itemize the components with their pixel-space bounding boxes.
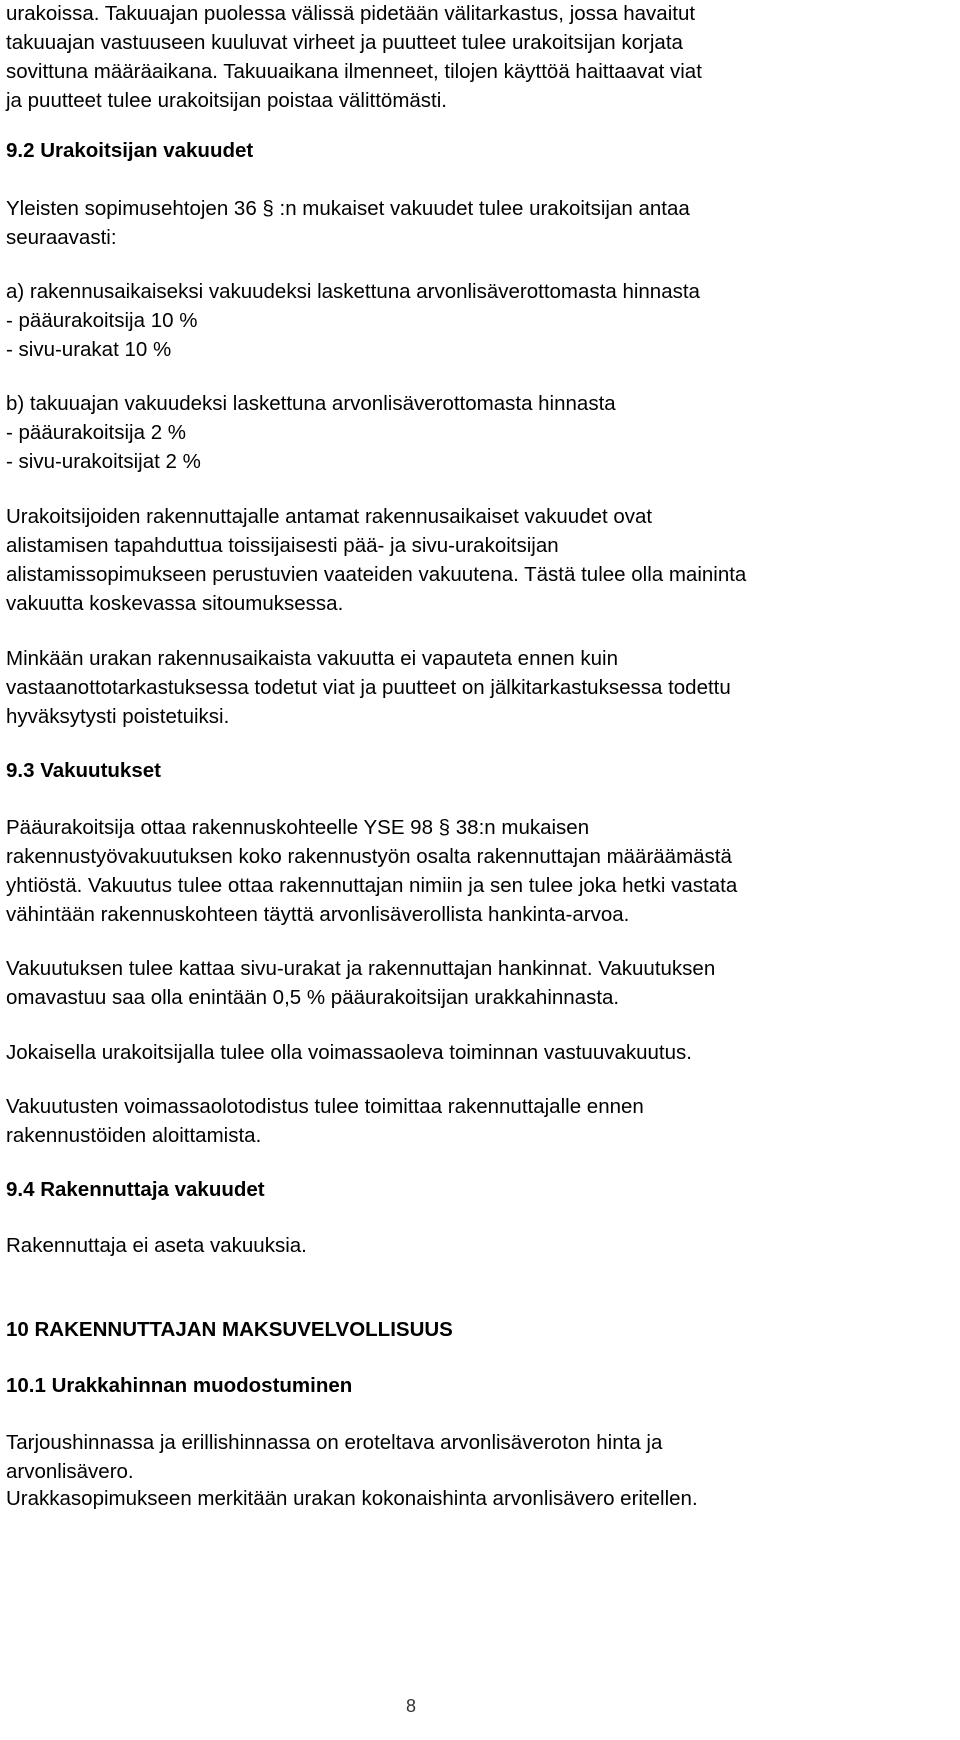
paragraph-line: alistamisen tapahduttua toissijaisesti pää- ja sivu-urakoitsijan	[6, 534, 559, 557]
list-item: - sivu-urakoitsijat 2 %	[6, 450, 201, 473]
list-item: - pääurakoitsija 10 %	[6, 309, 198, 332]
paragraph-line: Urakoitsijoiden rakennuttajalle antamat rakennusaikaiset vakuudet ovat	[6, 505, 653, 528]
paragraph-line: omavastuu saa olla enintään 0,5 % pääurakoitsijan urakkahinnasta.	[6, 986, 620, 1009]
paragraph-line: vakuutta koskevassa sitoumuksessa.	[6, 592, 344, 615]
paragraph-line: Urakkasopimukseen merkitään urakan kokonaishinta arvonlisävero eritellen.	[6, 1487, 698, 1510]
paragraph-line: Tarjoushinnassa ja erillishinnassa on eroteltava arvonlisäveroton hinta ja	[6, 1431, 663, 1454]
paragraph-line: hyväksytysti poistetuiksi.	[6, 705, 230, 728]
paragraph-line: rakennustöiden aloittamista.	[6, 1124, 262, 1147]
list-item: a) rakennusaikaiseksi vakuudeksi laskettuna arvonlisäverottomasta hinnasta	[6, 280, 700, 303]
paragraph-line: rakennustyövakuutuksen koko rakennustyön osalta rakennuttajan määräämästä	[6, 845, 732, 868]
chapter-heading-10: 10 RAKENNUTTAJAN MAKSUVELVOLLISUUS	[6, 1318, 453, 1341]
list-item: - sivu-urakat 10 %	[6, 338, 172, 361]
paragraph-line: Jokaisella urakoitsijalla tulee olla voimassaoleva toiminnan vastuuvakuutus.	[6, 1041, 692, 1064]
paragraph-line: Vakuutuksen tulee kattaa sivu-urakat ja rakennuttajan hankinnat. Vakuutuksen	[6, 957, 716, 980]
list-item: b) takuuajan vakuudeksi laskettuna arvonlisäverottomasta hinnasta	[6, 392, 616, 415]
paragraph-line: ja puutteet tulee urakoitsijan poistaa välittömästi.	[6, 89, 448, 112]
paragraph-line: urakoissa. Takuuajan puolessa välissä pidetään välitarkastus, jossa havaitut	[6, 2, 696, 25]
paragraph-line: alistamissopimukseen perustuvien vaateiden vakuutena. Tästä tulee olla maininta	[6, 563, 747, 586]
paragraph-line: Yleisten sopimusehtojen 36 § :n mukaiset vakuudet tulee urakoitsijan antaa	[6, 197, 690, 220]
paragraph-line: arvonlisävero.	[6, 1460, 134, 1483]
paragraph-line: sovittuna määräaikana. Takuuaikana ilmenneet, tilojen käyttöä haittaavat viat	[6, 60, 702, 83]
list-item: - pääurakoitsija 2 %	[6, 421, 187, 444]
section-heading-9-2: 9.2 Urakoitsijan vakuudet	[6, 139, 254, 162]
paragraph-line: Pääurakoitsija ottaa rakennuskohteelle YSE 98 § 38:n mukaisen	[6, 816, 590, 839]
paragraph-line: vähintään rakennuskohteen täyttä arvonlisäverollista hankinta-arvoa.	[6, 903, 630, 926]
section-heading-9-3: 9.3 Vakuutukset	[6, 759, 161, 782]
page-number: 8	[405, 1696, 416, 1716]
paragraph-line: Vakuutusten voimassaolotodistus tulee toimittaa rakennuttajalle ennen	[6, 1095, 644, 1118]
paragraph-line: takuuajan vastuuseen kuuluvat virheet ja puutteet tulee urakoitsijan korjata	[6, 31, 683, 54]
paragraph-line: seuraavasti:	[6, 226, 117, 249]
paragraph-line: vastaanottotarkastuksessa todetut viat ja puutteet on jälkitarkastuksessa todettu	[6, 676, 731, 699]
section-heading-9-4: 9.4 Rakennuttaja vakuudet	[6, 1178, 265, 1201]
paragraph-line: yhtiöstä. Vakuutus tulee ottaa rakennuttajan nimiin ja sen tulee joka hetki vastata	[6, 874, 738, 897]
paragraph-line: Minkään urakan rakennusaikaista vakuutta ei vapauteta ennen kuin	[6, 647, 618, 670]
section-heading-10-1: 10.1 Urakkahinnan muodostuminen	[6, 1374, 353, 1397]
paragraph-line: Rakennuttaja ei aseta vakuuksia.	[6, 1234, 307, 1257]
